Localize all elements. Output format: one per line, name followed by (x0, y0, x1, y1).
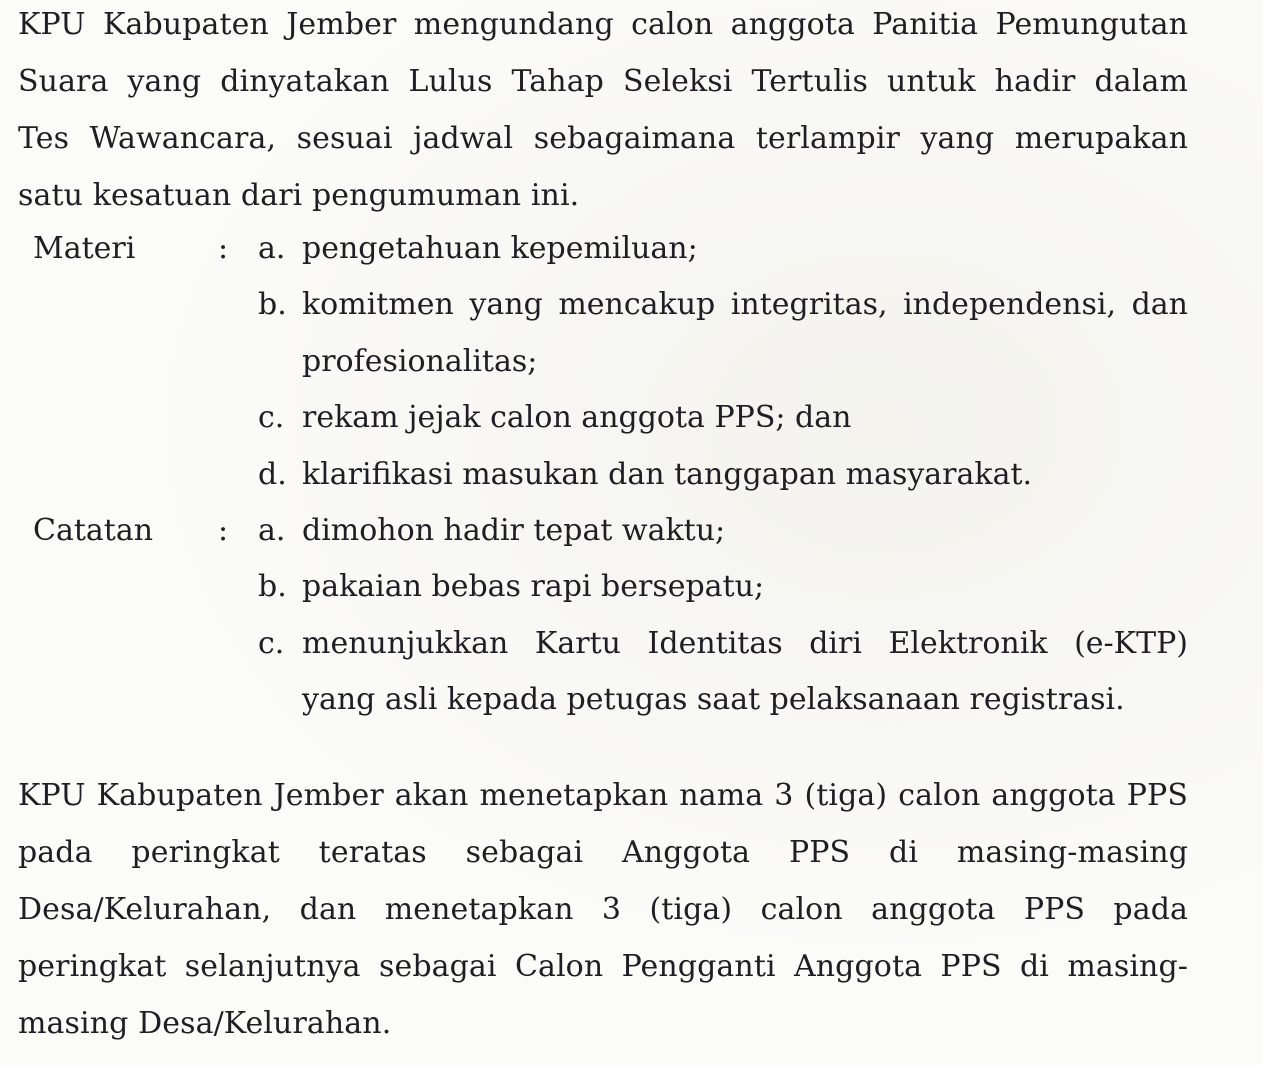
item-letter: d. (258, 457, 287, 492)
materi-item-text: komitmen yang mencakup integritas, independensi, dan (302, 287, 1188, 322)
catatan-row-b (0, 558, 1263, 615)
materi-row-b (0, 276, 1263, 333)
item-letter: c. (258, 626, 285, 661)
materi-colon: : (218, 231, 229, 266)
materi-row-b-cont (0, 333, 1263, 390)
item-letter: b. (258, 287, 287, 322)
paragraph-line: pada peringkat teratas sebagai Anggota PPS di masing-masing (18, 835, 1188, 870)
intro-paragraph (18, 0, 1188, 224)
catatan-row-c (0, 615, 1263, 672)
catatan-item-text: dimohon hadir tepat waktu; (302, 513, 726, 548)
catatan-item-text: menunjukkan Kartu Identitas diri Elektronik (e-KTP) (302, 626, 1188, 661)
item-letter: b. (258, 569, 287, 604)
catatan-row-c-cont (0, 671, 1263, 728)
paragraph-line: peringkat selanjutnya sebagai Calon Pengganti Anggota PPS di masing- (18, 949, 1188, 984)
materi-label: Materi (33, 231, 136, 266)
paragraph-line: satu kesatuan dari pengumuman ini. (18, 178, 580, 213)
materi-item-text: rekam jejak calon anggota PPS; dan (302, 400, 852, 435)
catatan-item-text: pakaian bebas rapi bersepatu; (302, 569, 765, 604)
catatan-label: Catatan (33, 513, 154, 548)
catatan-item-text: yang asli kepada petugas saat pelaksanaan registrasi. (302, 682, 1125, 717)
paragraph-line: masing Desa/Kelurahan. (18, 1006, 392, 1041)
item-letter: c. (258, 400, 285, 435)
materi-row-c (0, 389, 1263, 446)
catatan-colon: : (218, 513, 229, 548)
closing-paragraph (18, 767, 1188, 1052)
paragraph-line: KPU Kabupaten Jember akan menetapkan nama 3 (tiga) calon anggota PPS (18, 778, 1188, 813)
item-letter: a. (258, 513, 286, 548)
materi-row-d (0, 446, 1263, 503)
catatan-row-a (0, 502, 1263, 559)
item-letter: a. (258, 231, 286, 266)
materi-item-text: profesionalitas; (302, 344, 538, 379)
materi-item-text: klarifikasi masukan dan tanggapan masyarakat. (302, 457, 1033, 492)
materi-row-a (0, 220, 1263, 277)
paragraph-line: Suara yang dinyatakan Lulus Tahap Seleksi Tertulis untuk hadir dalam (18, 64, 1188, 99)
materi-item-text: pengetahuan kepemiluan; (302, 231, 698, 266)
paragraph-line: Desa/Kelurahan, dan menetapkan 3 (tiga) calon anggota PPS pada (18, 892, 1188, 927)
paragraph-line: Tes Wawancara, sesuai jadwal sebagaimana terlampir yang merupakan (18, 121, 1188, 156)
paragraph-line: KPU Kabupaten Jember mengundang calon anggota Panitia Pemungutan (18, 7, 1188, 42)
